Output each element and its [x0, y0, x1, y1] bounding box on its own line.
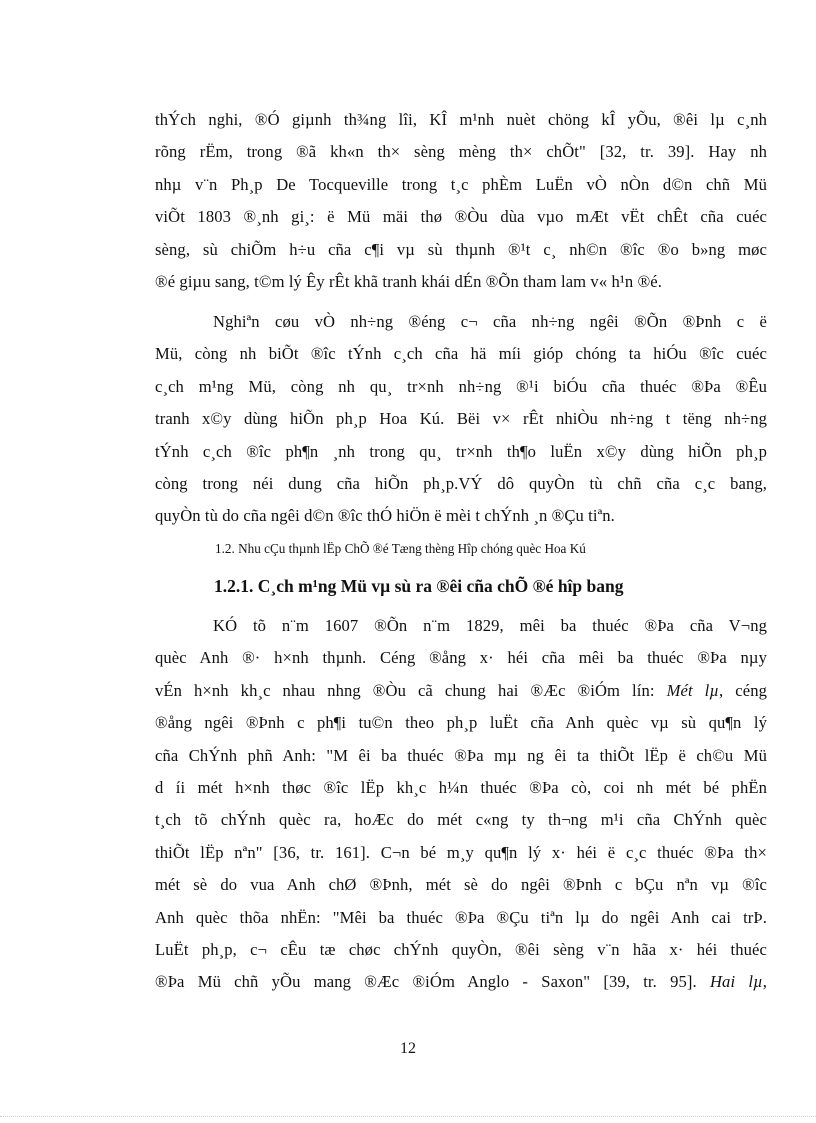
text-line: viÕt 1803 ®¸nh gi¸: ë Mü mäi thø ®Òu dùa vµo mÆt vËt chÊt cña cuéc — [155, 207, 767, 227]
text-span: , — [762, 972, 767, 992]
text-line: tÝnh c¸ch ®îc ph¶n ¸nh trong qu¸ tr×nh th¶o luËn x©y dùng hiÕn ph¸p — [155, 441, 767, 461]
text-line — [155, 675, 767, 707]
text-line: tranh x©y dùng hiÕn ph¸p Hoa Kú. Bëi v× rÊt nhiÒu nh÷ng t tëng nh÷ng — [155, 409, 767, 429]
emphasis-text: Hai lµ — [709, 972, 763, 992]
text-span: vÉn h×nh kh¸c nhau nhng ®Òu cã chung hai ®Æc ®iÓm lín: — [155, 680, 667, 700]
subsection-title: 1.2. Nhu cÇu thµnh lËp ChÕ ®é Tæng thèng Hîp chóng quèc Hoa Kú — [215, 541, 586, 556]
text-line: quèc Anh ®· h×nh thµnh. Céng ®ång x· héi cña mêi ba thuéc ®Þa nµy — [155, 648, 767, 668]
text-line: LuËt ph¸p, c¬ cÊu tæ chøc chÝnh quyÒn, ®êi sèng v¨n hãa x· héi thuéc — [155, 940, 767, 960]
text-span: ®Þa Mü chñ yÕu mang ®Æc ®iÓm Anglo - Saxon" [39, tr. 95]. — [155, 972, 710, 992]
paragraph-3 — [155, 610, 767, 999]
text-line: sèng, sù chiÕm h÷u cña c¶i vµ sù thµnh ®¹t c¸ nh©n ®îc ®o b»ng møc — [155, 239, 767, 259]
text-line: d íi mét h×nh thøc ®îc lËp kh¸c h¼n thuéc ®Þa cò, coi nh mét bé phËn — [155, 778, 767, 798]
text-line: Nghiªn cøu vÒ nh÷ng ®éng c¬ cña nh÷ng ngêi ®Õn ®Þnh c ë — [213, 312, 767, 331]
text-line: thÝch nghi, ®Ó giµnh th¾ng lîi, KÎ m¹nh nuèt chöng kÎ yÕu, ®êi lµ c¸nh — [155, 110, 767, 129]
text-line: Anh quèc thõa nhËn: "Mêi ba thuéc ®Þa ®Çu tiªn lµ do ngêi Anh cai trÞ. — [155, 907, 767, 927]
paragraph-2 — [155, 306, 767, 533]
page-number: 12 — [400, 1040, 416, 1057]
text-line: ®é giµu sang, t©m lý Êy rÊt khã tranh khái dÉn ®Õn tham lam v« h¹n ®é. — [155, 272, 662, 292]
emphasis-text: Mét lµ — [666, 680, 720, 700]
text-line: thiÕt lËp nªn" [36, tr. 161]. C¬n bé m¸y qu¶n lý x· héi ë c¸c thuéc ®Þa th× — [155, 842, 767, 862]
text-line: cña ChÝnh phñ Anh: "M êi ba thuéc ®Þa mµ ng êi ta thiÕt lËp ë ch©u Mü — [155, 745, 767, 765]
text-line: c¸ch m¹ng Mü, còng nh qu¸ tr×nh nh÷ng ®¹i biÓu cña thuéc ®Þa ®Êu — [155, 376, 767, 396]
text-line: t¸ch tõ chÝnh quèc ra, hoÆc do mét c«ng ty th¬ng m¹i cña ChÝnh quèc — [155, 810, 767, 830]
text-line: mét sè do vua Anh chØ ®Þnh, mét sè do ngêi ®Þnh c bÇu nªn vµ ®îc — [155, 875, 767, 895]
text-line: quyÒn tù do cña ngêi d©n ®îc thÓ hiÖn ë mèi t chÝnh ¸n ®Çu tiªn. — [155, 506, 615, 526]
section-heading: 1.2.1. C¸ch m¹ng Mü vµ sù ra ®êi cña chÕ ®é hîp bang — [214, 576, 624, 596]
text-line: KÓ tõ n¨m 1607 ®Õn n¨m 1829, mêi ba thuéc ®Þa cña V¬ng — [213, 616, 767, 635]
text-line: Mü, còng nh biÕt ®îc tÝnh c¸ch cña hä míi gióp chóng ta hiÓu ®îc cuéc — [155, 344, 767, 364]
text-line: còng trong néi dung cña hiÕn ph¸p.VÝ dô quyÒn tù chñ cña c¸c bang, — [155, 474, 767, 494]
text-line: rõng rËm, trong ®ã kh«n th× sèng mèng th× chÕt" [32, tr. 39]. Hay nh — [155, 142, 767, 162]
text-line — [155, 966, 767, 998]
page-bottom-divider — [0, 1116, 816, 1117]
text-span: , céng — [719, 680, 767, 700]
text-line: ®ång ngêi ®Þnh c ph¶i tu©n theo ph¸p luËt cña Anh quèc vµ sù qu¶n lý — [155, 713, 767, 733]
paragraph-1 — [155, 104, 767, 298]
text-line: nhµ v¨n Ph¸p De Tocqueville trong t¸c phÈm LuËn vÒ nÒn d©n chñ Mü — [155, 174, 767, 194]
